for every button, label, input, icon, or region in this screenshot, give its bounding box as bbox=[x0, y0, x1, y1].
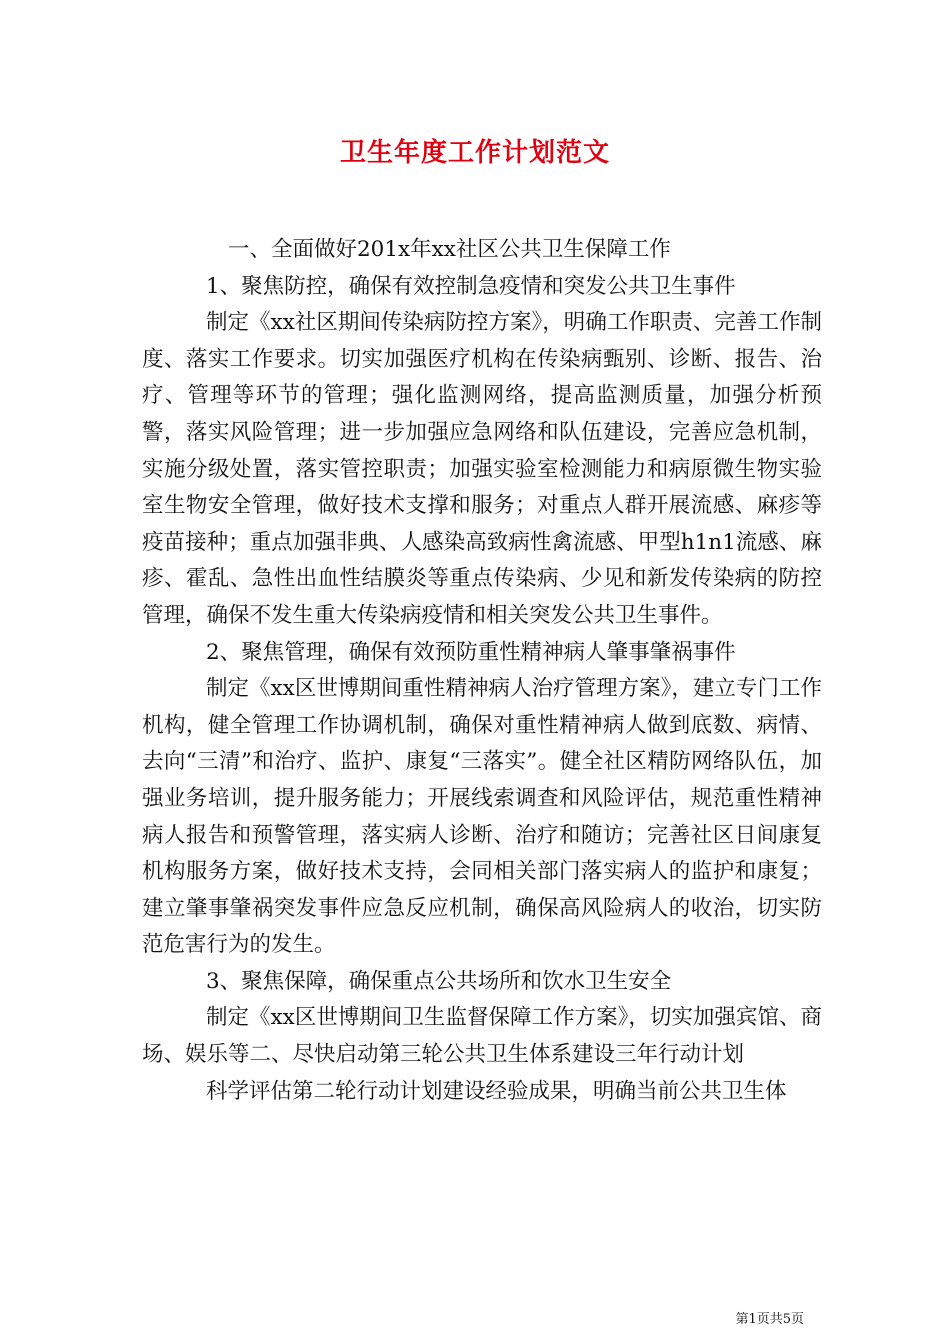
page-number: 第1页共5页 bbox=[735, 1312, 804, 1327]
subsection-heading-2: 2、聚焦管理，确保有效预防重性精神病人肇事肇祸事件 bbox=[206, 639, 736, 665]
paragraph-supervision: 制定《xx区世博期间卫生监督保障工作方案》，切实加强宾馆、商场、娱乐等二、尽快启动第三轮公共卫生体系建设三年行动计划 bbox=[142, 1005, 822, 1068]
section-heading-1: 一、全面做好201x年xx社区公共卫生保障工作 bbox=[228, 237, 671, 262]
document-title: 卫生年度工作计划范文 bbox=[339, 138, 610, 168]
paragraph-epidemic-control: 制定《xx社区期间传染病防控方案》，明确工作职责、完善工作制度、落实工作要求。切实加强医疗机构在传染病甄别、诊断、报告、治疗、管理等环节的管理；强化监测网络，提高监测质量，加强分析预警，落实风险管理；进一步加强应急网络和队伍建设，完善应急机制，实施分级处置，落实管控职责；加强实验室检测能力和病原微生物实验室生物安全管理，做好技术支撑和服务；对重点人群开展流感、麻疹等疫苗接种；重点加强非典、人感染高致病性禽流感、甲型h1n1流感、麻疹、霍乱、急性出血性结膜炎等重点传染病、少见和新发传染病的防控管理，确保不发生重大传染病疫情和相关突发公共卫生事件。 bbox=[142, 310, 822, 628]
subsection-heading-3: 3、聚焦保障，确保重点公共场所和饮水卫生安全 bbox=[206, 968, 672, 994]
paragraph-evaluation: 科学评估第二轮行动计划建设经验成果，明确当前公共卫生体 bbox=[206, 1078, 787, 1104]
subsection-heading-1: 1、聚焦防控，确保有效控制急疫情和突发公共卫生事件 bbox=[206, 273, 736, 299]
document-body bbox=[142, 232, 822, 1110]
paragraph-mental-health: 制定《xx区世博期间重性精神病人治疗管理方案》，建立专门工作机构，健全管理工作协调机制，确保对重性精神病人做到底数、病情、去向“三清”和治疗、监护、康复“三落实”。健全社区精防网络队伍，加强业务培训，提升服务能力；开展线索调查和风险评估，规范重性精神病人报告和预警管理，落实病人诊断、治疗和随访；完善社区日间康复机构服务方案，做好技术支持，会同相关部门落实病人的监护和康复；建立肇事肇祸突发事件应急反应机制，确保高风险病人的收治，切实防范危害行为的发生。 bbox=[142, 676, 822, 958]
